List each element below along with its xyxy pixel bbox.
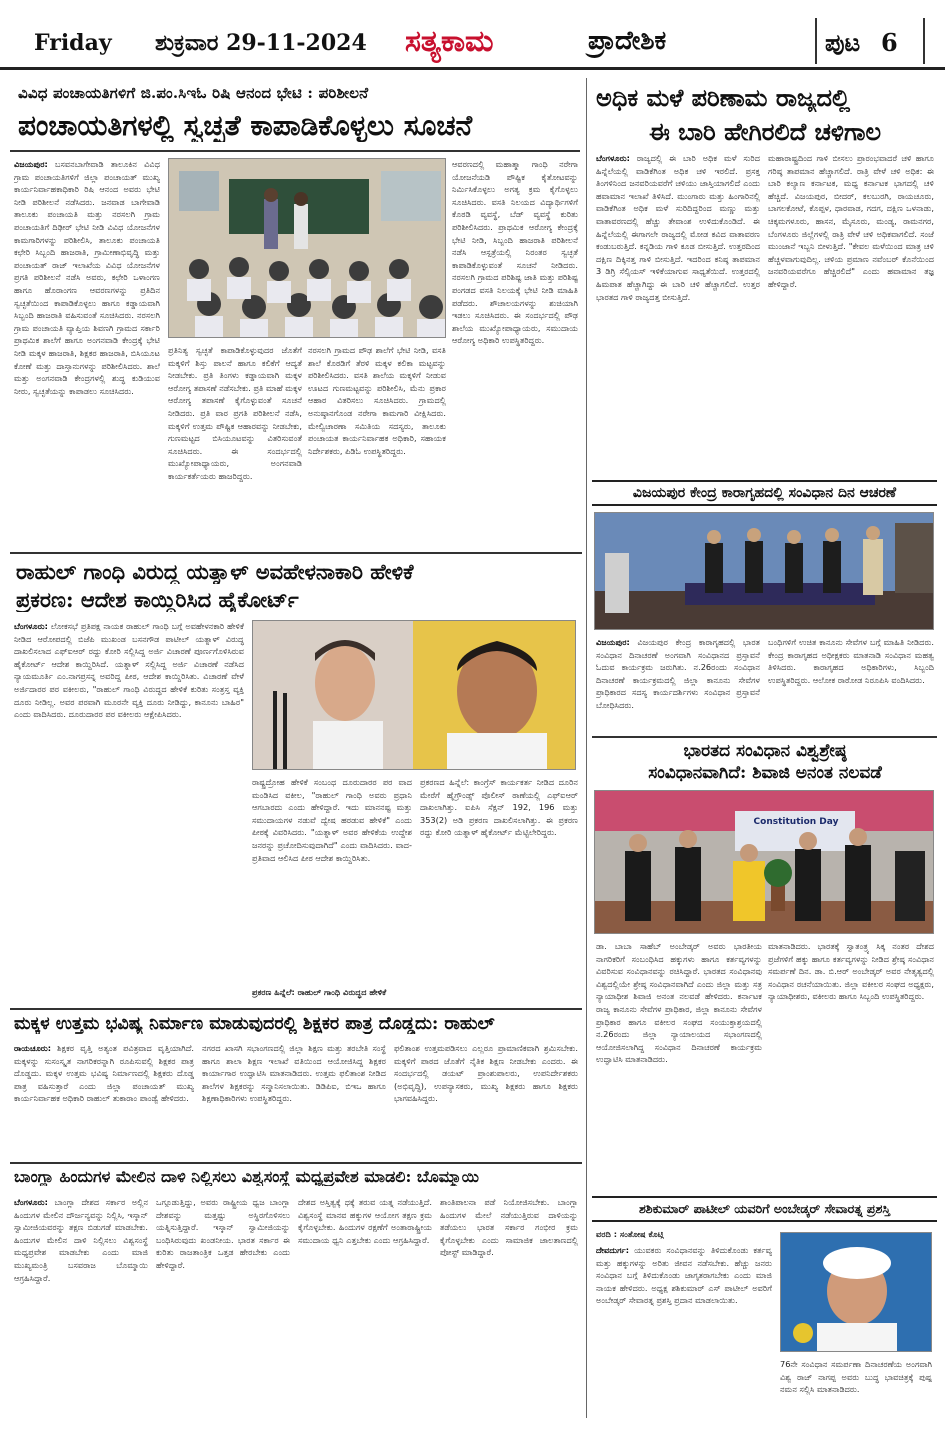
story-column: ನರಸಲಗಿ ಗ್ರಾಮದ ಪೌಢ ಶಾಲೆಗೆ ಭೇಟಿ ನೀಡಿ, ವಸತಿ ಶಾಲೆ ಕೊಠಡಿಗೆ ತೆರಳಿ ಮಕ್ಕಳ ಕಲಿಕಾ ಮಟ್ಟವನ್ನು ಪರಿಶೀಲಿಸಿದರು. ವಸತಿ ಶಾಲೆಯ ಮಕ್ಕಳಿಗೆ ನೀಡುವ ಊಟದ ಗುಣಮಟ್ಟವನ್ನು ಪರಿಶೀಲಿಸಿ, ಮೆನು ಪ್ರಕಾರ ಆಹಾರ ವಿತರಿಸಲು ಸೂಚಿಸಿದರು. ಗ್ರಾಮದಲ್ಲಿ ಅನುಷ್ಠಾನಗೊಂಡ ನರೇಗಾ ಕಾಮಗಾರಿ ವೀಕ್ಷಿಸಿದರು. ಮೇಲ್ವಿಚಾರಣಾ ಸಮಿತಿಯ ಸದಸ್ಯರು, ತಾಲೂಕು ಪಂಚಾಯತ ಕಾರ್ಯನಿರ್ವಾಹಕ ಅಧಿಕಾರಿ, ಸಹಾಯಕ ನಿರ್ದೇಶಕರು, ಪಿಡಿಓ ಉಪಸ್ಥಿತರಿದ್ದರು. bbox=[308, 345, 446, 456]
story-column: ರಾಷ್ಟ್ರದ್ರೋಹ ಹೇಳಿಕೆ ಸಂಬಂಧ ದೂರುದಾರರ ಪರ ವಾದ ಮಂಡಿಸಿದ ವಕೀಲ, "ರಾಹುಲ್ ಗಾಂಧಿ ಅವರು ಪ್ರಧಾನಿ ಆಗಬಾರದು ಎಂದು ಹೇಳಿದ್ದಾರೆ. ಇದು ಮಾನನಷ್ಟ ಮತ್ತು ಸಮುದಾಯಗಳ ನಡುವೆ ದ್ವೇಷ ಹರಡುವ ಹೇಳಿಕೆ" ಎಂದು ಪೀಠಕ್ಕೆ ವಿವರಿಸಿದರು. "ಯತ್ನಾಳ್ ಅವರ ಹೇಳಿಕೆಯ ಉದ್ದೇಶ ಜನರನ್ನು ಪ್ರಚೋದಿಸುವುದಾಗಿದೆ" ಎಂದು ವಾದಿಸಿದರು. ವಾದ-ಪ್ರತಿವಾದ ಆಲಿಸಿದ ಪೀಠ ಆದೇಶ ಕಾಯ್ದಿರಿಸಿತು. bbox=[252, 777, 412, 863]
story-headline: ಮಕ್ಕಳ ಉತ್ತಮ ಭವಿಷ್ಯ ನಿರ್ಮಾಣ ಮಾಡುವುದರಲ್ಲಿ ಶಿಕ್ಷಕರ ಪಾತ್ರ ದೊಡ್ಡದು: ರಾಹುಲ್ bbox=[14, 1014, 495, 1034]
story-column: ವಿಜಯಪುರ: ಬಸವನಬಾಗೇವಾಡಿ ತಾಲೂಕಿನ ವಿವಿಧ ಗ್ರಾಮ ಪಂಚಾಯತಿಗಳಿಗೆ ಜಿಲ್ಲಾ ಪಂಚಾಯತ್ ಮುಖ್ಯ ಕಾರ್ಯನಿರ್ವಾಹಕಾಧಿಕಾರಿ ರಿಷಿ ಆನಂದ ಅವರು ಭೇಟಿ ನೀಡಿ ಪರಿಶೀಲನೆ ನಡೆಸಿದರು. ಜನವಾಡ ಬಾಗೇವಾಡಿ ತಾಲೂಕು ಪಂಚಾಯತಿ ಮತ್ತು ನರಸಲಗಿ ಗ್ರಾಮ ಪಂಚಾಯತಿಗೆ ದಿಢೀರ್ ಭೇಟಿ ನೀಡಿ ವಿವಿಧ ಯೋಜನೆಗಳ ಕಾಮಗಾರಿಗಳನ್ನು ಪರಿಶೀಲಿಸಿ, ತಾಲೂಕು ಪಂಚಾಯತಿ ಕಛೇರಿ ಸಿಬ್ಬಂದಿ ಹಾಜರಾತಿ, ಗ್ರಾಮೀಣಾಭಿವೃದ್ಧಿ ಮತ್ತು ಪಂಚಾಯತ್ ರಾಜ್ ಇಲಾಖೆಯ ವಿವಿಧ ಯೋಜನೆಗಳ ಪ್ರಗತಿ ಪರಿಶೀಲನೆ ನಡೆಸಿ ಅವರು, ಕಛೇರಿ ಒಳಾಂಗಣ ಹಾಗೂ ಹೊರಾಂಗಣ ಆವರಣಗಳನ್ನು ಪ್ರತಿದಿನ ಸ್ವಚ್ಛತೆಯಿಂದ ಕಾಪಾಡಿಕೊಳ್ಳಲು ಹಾಗೂ ಕಡ್ಡಾಯವಾಗಿ ಸಿಬ್ಬಂದಿ ಹಾಜರಾತಿ ವಹಿಸುವಂತೆ ಸೂಚಿಸಿದರು. ನರಸಲಗಿ ಗ್ರಾಮ ಪಂಚಾಯತಿ ವ್ಯಾಪ್ತಿಯ ಶಿವಣಗಿ ಗ್ರಾಮದ ಸರ್ಕಾರಿ ಪ್ರಾಥಮಿಕ ಶಾಲೆಗೆ ಹಾಗೂ ಅಂಗನವಾಡಿ ಕೇಂದ್ರಕ್ಕೆ ಭೇಟಿ ನೀಡಿ ಮಕ್ಕಳ ಹಾಜರಾತಿ, ಶಿಕ್ಷಕರ ಹಾಜರಾತಿ, ಬಿಸಿಯೂಟ ಕೋಣೆ ಮತ್ತು ದಾಸ್ತಾನುಗಳನ್ನು ಪರಿಶೀಲಿಸಿದರು. ಶಾಲೆ ಮತ್ತು ಅಂಗನವಾಡಿ ಕೇಂದ್ರಗಳಲ್ಲಿ ಶುದ್ಧ ಕುಡಿಯುವ ನೀರು, ಸ್ವಚ್ಛತೆಯನ್ನು ಕಾಪಾಡಲು ಸೂಚಿಸಿದರು. bbox=[14, 159, 160, 396]
story-column: ಮಹಾರಾಷ್ಟ್ರದಿಂದ ಗಾಳಿ ಬೀಸಲು ಪ್ರಾರಂಭವಾದರೆ ಚಳಿ ಹಾಗೂ ಗರಿಷ್ಠ ತಾಪಮಾನ ಹೆಚ್ಚಾಗಲಿದೆ. ರಾತ್ರಿ ವೇಳೆ ಚಳಿ ಅಧಿಕ: ಈ ಬಾರಿ ಕಲ್ಯಾಣ ಕರ್ನಾಟಕ, ಮಧ್ಯ ಕರ್ನಾಟಕ ಭಾಗದಲ್ಲಿ ಚಳಿ ಹೆಚ್ಚಿದೆ. ವಿಜಯಪುರ, ಬೀದರ್, ಕಲಬುರಗಿ, ರಾಯಚೂರು, ಬಾಗಲಕೋಟೆ, ಕೊಪ್ಪಳ, ಧಾರವಾಡ, ಗದಗ, ದಕ್ಷಿಣ ಒಳನಾಡು, ಚಿಕ್ಕಮಗಳೂರು, ಹಾಸನ, ಮೈಸೂರು, ಮಂಡ್ಯ, ರಾಮನಗರ, ಬೆಂಗಳೂರು ಜಿಲ್ಲೆಗಳಲ್ಲಿ ರಾತ್ರಿ ವೇಳೆ ಚಳಿ ಅಧಿಕವಾಗಲಿದೆ. ಸಂಜೆ ಮುಂಜಾನೆ ಇಬ್ಬನಿ ಬೀಳುತ್ತಿದೆ. "ಕೇವಲ ಮಳೆಯಿಂದ ಮಾತ್ರ ಚಳಿ ಹೆಚ್ಚಳವಾಗುವುದಿಲ್ಲ. ಚಳಿಯ ಪ್ರಮಾಣ ನವೆಂಬರ್ ಕೊನೆಯಿಂದ ಜನವರಿಯವರೆಗೂ ಹೆಚ್ಚಿರಲಿದೆ" ಎಂದು ಹವಾಮಾನ ತಜ್ಞ ಹೇಳಿದ್ದಾರೆ. bbox=[768, 153, 934, 289]
story-column: 76ನೇ ಸಂವಿಧಾನ ಸಮರ್ಪಣಾ ದಿನಾಚರಣೆಯ ಅಂಗವಾಗಿ ವಿಶ್ವ ರಾಜ್ ನಾಗಪ್ಪ ಅವರು ಬುದ್ಧ ಭಾವಚಿತ್ರಕ್ಕೆ ಪುಷ್ಪ ನಮನ ಸಲ್ಲಿಸಿ ಮಾತನಾಡಿದರು. bbox=[780, 1359, 932, 1395]
story-column: ಮಾತನಾಡಿದರು. ಭಾರತಕ್ಕೆ ಸ್ವಾತಂತ್ರ್ಯ ಸಿಕ್ಕ ನಂತರ ದೇಶದ ಪ್ರಜೆಗಳಿಗೆ ಹಕ್ಕು ಹಾಗೂ ಕರ್ತವ್ಯಗಳನ್ನು ನೀಡಿದ ಶ್ರೇಷ್ಠ ಸಂವಿಧಾನ ಸಮರ್ಪಣೆ ದಿನ. ಡಾ. ಬಿ.ಆರ್ ಅಂಬೇಡ್ಕರ್ ಅವರ ನೇತೃತ್ವದಲ್ಲಿ ಸಂವಿಧಾನ ರಚನೆಯಾಯಿತು. ಜಿಲ್ಲಾ ವಕೀಲರ ಸಂಘದ ಅಧ್ಯಕ್ಷರು, ನ್ಯಾಯಾಧೀಶರು, ವಕೀಲರು ಹಾಗೂ ಸಿಬ್ಬಂದಿ ಉಪಸ್ಥಿತರಿದ್ದರು. bbox=[768, 941, 934, 1002]
dateline: ವಿಜಯಪುರ: bbox=[14, 159, 48, 169]
dateline: ದೇವದುರ್ಗ: bbox=[596, 1245, 630, 1255]
story-headline: ಸಂವಿಧಾನವಾಗಿದೆ: ಶಿವಾಜಿ ಅನಂತ ನಲವಡೆ bbox=[648, 764, 882, 783]
story-column: ಬಂಧಿಗಳಿಗೆ ಉಚಿತ ಕಾನೂನು ಸೇವೆಗಳ ಬಗ್ಗೆ ಮಾಹಿತಿ ನೀಡಿದರು. ಕೇಂದ್ರ ಕಾರಾಗೃಹದ ಅಧೀಕ್ಷಕರು ಮಾತನಾಡಿ ಸಂವಿಧಾನ ಮಹತ್ವ ತಿಳಿಸಿದರು. ಕಾರಾಗೃಹದ ಅಧಿಕಾರಿಗಳು, ಸಿಬ್ಬಂದಿ ಉಪಸ್ಥಿತರಿದ್ದರು. ಆಲೋಕ ರಾಠೋಡ ನಿರೂಪಿಸಿ ವಂದಿಸಿದರು. bbox=[768, 637, 934, 685]
photo-caption: ಪ್ರಕರಣ ಹಿನ್ನೆಲೆ: ರಾಹುಲ್ ಗಾಂಧಿ ವಿರುದ್ಧದ ಹೇಳಿಕೆ bbox=[252, 987, 387, 997]
story-kicker: ವಿವಿಧ ಪಂಚಾಯತಿಗಳಿಗೆ ಜಿ.ಪಂ.ಸಿಇಓ ರಿಷಿ ಆನಂದ ಭೇಟಿ : ಪರಿಶೀಲನೆ bbox=[18, 84, 369, 102]
day-label: Friday bbox=[34, 30, 112, 56]
story-column: ಒಗ್ಗೂಡುತ್ತಿದ್ದು, ಅವರು ರಾಷ್ಟ್ರೀಯ ಧ್ವಜ ಬಾಂಗ್ಲಾ ದೇಶವನ್ನು ಮತ್ತಷ್ಟು ಅಸ್ಥಿರಗೊಳಿಸಲು ಯತ್ನಿಸುತ್ತಿದ್ದಾರೆ. ಇಸ್ಕಾನ್ ಸ್ವಾಮೀಜಿಯನ್ನು ಬಂಧಿಸಿರುವುದು ಖಂಡನೀಯ. ಭಾರತ ಸರ್ಕಾರ ಈ ಕುರಿತು ರಾಜತಾಂತ್ರಿಕ ಒತ್ತಡ ಹೇರಬೇಕು ಎಂದು ಹೇಳಿದ್ದಾರೆ. bbox=[156, 1197, 290, 1270]
story-headline: ಪ್ರಕರಣ: ಆದೇಶ ಕಾಯ್ದಿರಿಸಿದ ಹೈಕೋರ್ಟ್ bbox=[16, 588, 299, 612]
story-column: ಪ್ರಕರಣದ ಹಿನ್ನೆಲೆ: ಕಾಂಗ್ರೆಸ್ ಕಾರ್ಯಕರ್ತ ನೀಡಿದ ದೂರಿನ ಮೇರೆಗೆ ಹೈಗ್ರೌಂಡ್ಸ್ ಪೊಲೀಸ್ ಠಾಣೆಯಲ್ಲಿ ಎಫ್‌ಐಆರ್ ದಾಖಲಾಗಿತ್ತು. ಐಪಿಸಿ ಸೆಕ್ಷನ್ 192, 196 ಮತ್ತು 353(2) ಅಡಿ ಪ್ರಕರಣ ದಾಖಲಿಸಲಾಗಿತ್ತು. ಈ ಪ್ರಕರಣ ರದ್ದು ಕೋರಿ ಯತ್ನಾಳ್ ಹೈಕೋರ್ಟ್ ಮೆಟ್ಟಿಲೇರಿದ್ದರು. bbox=[420, 777, 578, 838]
story-award bbox=[592, 1226, 937, 1426]
story-yatnal bbox=[10, 556, 582, 1004]
byline: ವರದಿ : ಸಂತೋಷ ಕೊಟ್ಗಿ bbox=[596, 1229, 664, 1239]
story-column: ಶಾಂತಿಪಾಲನಾ ಪಡೆ ನಿಯೋಜಿಸಬೇಕು. ಬಾಂಗ್ಲಾ ಹಿಂದುಗಳ ಮೇಲೆ ನಡೆಯುತ್ತಿರುವ ದಾಳಿಯನ್ನು ತಡೆಯಲು ಭಾರತ ಸರ್ಕಾರ ಗಂಭೀರ ಕ್ರಮ ಕೈಗೊಳ್ಳಬೇಕು ಎಂದು ಸಾಮಾಜಿಕ ಜಾಲತಾಣದಲ್ಲಿ ಪೋಸ್ಟ್ ಮಾಡಿದ್ದಾರೆ. bbox=[440, 1197, 578, 1258]
constitution-day-photo bbox=[594, 790, 934, 934]
story-column: ಡಾ. ಬಾಬಾ ಸಾಹೆಬ್ ಅಂಬೇಡ್ಕರ್ ಅವರು ಭಾರತೀಯ ನಾಗರಿಕರಿಗೆ ಸಂಬಂಧಿಸಿದ ಹಕ್ಕುಗಳು ಹಾಗೂ ಕರ್ತವ್ಯಗಳನ್ನು ವಿವರಿಸುವ ಸಂವಿಧಾನವನ್ನು ರಚಿಸಿದ್ದಾರೆ. ಭಾರತದ ಸಂವಿಧಾನವು ವಿಶ್ವದಲ್ಲಿಯೇ ಶ್ರೇಷ್ಠ ಸಂವಿಧಾನವಾಗಿದೆ ಎಂದು ಜಿಲ್ಲಾ ಮತ್ತು ಸತ್ರ ನ್ಯಾಯಾಧೀಶ ಶಿವಾಜಿ ಅನಂತ ನಲವಡೆ ಹೇಳಿದರು. ಕರ್ನಾಟಕ ರಾಜ್ಯ ಕಾನೂನು ಸೇವೆಗಳ ಪ್ರಾಧಿಕಾರ, ಜಿಲ್ಲಾ ಕಾನೂನು ಸೇವೆಗಳ ಪ್ರಾಧಿಕಾರ ಹಾಗೂ ವಕೀಲರ ಸಂಘದ ಸಂಯುಕ್ತಾಶ್ರಯದಲ್ಲಿ ನ.26ರಂದು ಜಿಲ್ಲಾ ನ್ಯಾಯಾಲಯದ ಸಭಾಂಗಣದಲ್ಲಿ ಆಯೋಜಿಸಲಾಗಿದ್ದ ಸಂವಿಧಾನ ದಿನಾಚರಣೆ ಕಾರ್ಯಕ್ರಮ ಉದ್ಘಾಟಿಸಿ ಮಾತನಾಡಿದರು. bbox=[596, 941, 762, 1065]
story-column: ರಾಯಚೂರು: ಶಿಕ್ಷಕರ ವೃತ್ತಿ ಅತ್ಯಂತ ಪವಿತ್ರವಾದ ವೃತ್ತಿಯಾಗಿದೆ. ಮಕ್ಕಳನ್ನು ಸುಸಂಸ್ಕೃತ ನಾಗರಿಕರನ್ನಾಗಿ ರೂಪಿಸುವಲ್ಲಿ ಶಿಕ್ಷಕರ ಪಾತ್ರ ದೊಡ್ಡದು. ಮಕ್ಕಳ ಉತ್ತಮ ಭವಿಷ್ಯ ನಿರ್ಮಾಣದಲ್ಲಿ ಶಿಕ್ಷಕರು ದೊಡ್ಡ ಪಾತ್ರ ವಹಿಸುತ್ತಾರೆ ಎಂದು ಜಿಲ್ಲಾ ಪಂಚಾಯತ್ ಮುಖ್ಯ ಕಾರ್ಯನಿರ್ವಾಹಕ ಅಧಿಕಾರಿ ರಾಹುಲ್ ತುಕಾರಾಂ ಪಾಂಡ್ವೆ ಹೇಳಿದರು. bbox=[14, 1043, 194, 1104]
story-column: ದೇಶದ ಅಸ್ತಿತ್ವಕ್ಕೆ ಧಕ್ಕೆ ತರುವ ಯತ್ನ ನಡೆಯುತ್ತಿದೆ. ವಿಶ್ವಸಂಸ್ಥೆ ಮಾನವ ಹಕ್ಕುಗಳ ಆಯೋಗ ತಕ್ಷಣ ಕ್ರಮ ಕೈಗೊಳ್ಳಬೇಕು. ಹಿಂದುಗಳ ರಕ್ಷಣೆಗೆ ಅಂತಾರಾಷ್ಟ್ರೀಯ ಸಮುದಾಯ ಧ್ವನಿ ಎತ್ತಬೇಕು ಎಂದು ಆಗ್ರಹಿಸಿದ್ದಾರೆ. bbox=[298, 1197, 432, 1245]
story-headline: ರಾಹುಲ್ ಗಾಂಧಿ ವಿರುದ್ಧ ಯತ್ನಾಳ್ ಅವಹೇಳನಾಕಾರಿ ಹೇಳಿಕೆ bbox=[16, 560, 414, 584]
story-column: ನಗರದ ಖಾಸಗಿ ಸಭಾಂಗಣದಲ್ಲಿ ಜಿಲ್ಲಾ ಶಿಕ್ಷಣ ಮತ್ತು ತರಬೇತಿ ಸಂಸ್ಥೆ ಹಾಗೂ ಶಾಲಾ ಶಿಕ್ಷಣ ಇಲಾಖೆ ವತಿಯಿಂದ ಆಯೋಜಿಸಿದ್ದ ಶಿಕ್ಷಕರ ಕಾರ್ಯಾಗಾರ ಉದ್ಘಾಟಿಸಿ ಮಾತನಾಡಿದರು. ಉತ್ತಮ ಫಲಿತಾಂಶ ನೀಡಿದ ಶಾಲೆಗಳ ಶಿಕ್ಷಕರನ್ನು ಸನ್ಮಾನಿಸಲಾಯಿತು. ಡಿಡಿಪಿಐ, ಬಿಇಒ ಹಾಗೂ ಶಿಕ್ಷಣಾಧಿಕಾರಿಗಳು ಉಪಸ್ಥಿತರಿದ್ದರು. bbox=[202, 1043, 386, 1104]
story-column: ಆವರಣದಲ್ಲಿ ಮಹಾತ್ಮಾ ಗಾಂಧಿ ನರೇಗಾ ಯೋಜನೆಯಡಿ ಪೌಷ್ಟಿಕ ಕೈತೋಟವನ್ನು ನಿರ್ಮಿಸಿಕೊಳ್ಳಲು ಅಗತ್ಯ ಕ್ರಮ ಕೈಗೊಳ್ಳಲು ಸೂಚಿಸಿದರು. ವಸತಿ ನಿಲಯದ ವಿದ್ಯಾರ್ಥಿಗಳಿಗೆ ಕೊಠಡಿ ವ್ಯವಸ್ಥೆ, ಬೆಡ್ ವ್ಯವಸ್ಥೆ ಕುರಿತು ಪರಿಶೀಲಿಸಿದರು. ಪ್ರಾಥಮಿಕ ಆರೋಗ್ಯ ಕೇಂದ್ರಕ್ಕೆ ಭೇಟಿ ನೀಡಿ, ಸಿಬ್ಬಂದಿ ಹಾಜರಾತಿ ಪರಿಶೀಲನೆ ನಡೆಸಿ ಆಸ್ಪತ್ರೆಯಲ್ಲಿ ನಿರಂತರ ಸ್ವಚ್ಛತೆ ಕಾಪಾಡಿಕೊಳ್ಳುವಂತೆ ಸೂಚನೆ ನೀಡಿದರು. ನರಸಲಗಿ ಗ್ರಾಮದ ಪರಿಶಿಷ್ಟ ಜಾತಿ ಮತ್ತು ಪರಿಶಿಷ್ಟ ಪಂಗಡದ ವಸತಿ ನಿಲಯಕ್ಕೆ ಭೇಟಿ ನೀಡಿ ಮಾಹಿತಿ ಪಡೆದರು. ಶೌಚಾಲಯಗಳನ್ನು ಶುಚಿಯಾಗಿ ಇಡಲು ಸೂಚಿಸಿದರು. ಈ ಸಂದರ್ಭದಲ್ಲಿ ಪೌಢ ಶಾಲೆಯ ಮುಖ್ಯೋಪಾಧ್ಯಾಯರು, ಸಮುದಾಯ ಆರೋಗ್ಯ ಅಧಿಕಾರಿ ಉಪಸ್ಥಿತರಿದ್ದರು. bbox=[452, 159, 578, 346]
rahul-yatnal-photo bbox=[252, 620, 576, 770]
story-column: ಬೆಂಗಳೂರು: ರಾಜ್ಯದಲ್ಲಿ ಈ ಬಾರಿ ಅಧಿಕ ಮಳೆ ಸುರಿದ ಹಿನ್ನೆಲೆಯಲ್ಲಿ ವಾಡಿಕೆಗಿಂತ ಅಧಿಕ ಚಳಿ ಇರಲಿದೆ. ಪ್ರಸಕ್ತ ತಿಂಗಳಿನಿಂದ ಜನವರಿಯವರೆಗೆ ಚಳಿಯು ಜಾಸ್ತಿಯಾಗಲಿದೆ ಎಂದು ಹವಾಮಾನ ಇಲಾಖೆ ತಿಳಿಸಿದೆ. ಮುಂಗಾರು ಮತ್ತು ಹಿಂಗಾರಿನಲ್ಲಿ ವಾಡಿಕೆಗಿಂತ ಅಧಿಕ ಮಳೆ ಸುರಿದಿದ್ದರಿಂದ ಮಣ್ಣು ಮತ್ತು ವಾತಾವರಣದಲ್ಲಿ ಹೆಚ್ಚು ತೇವಾಂಶ ಉಳಿದುಕೊಂಡಿದೆ. ಈ ಹಿನ್ನೆಲೆಯಲ್ಲಿ ಈಗಾಗಲೇ ರಾಜ್ಯದಲ್ಲಿ ಮೋಡ ಕವಿದ ವಾತಾವರಣ ಕಂಡುಬರುತ್ತಿದೆ. ಕನ್ನಡಿಯ ಗಾಳಿ ಕೂಡ ಬೀಸುತ್ತಿದೆ. ಉತ್ತರದಿಂದ ದಕ್ಷಿಣ ದಿಕ್ಕಿನತ್ತ ಗಾಳಿ ಬೀಸುತ್ತಿದೆ. ಇದರಿಂದ ಕನಿಷ್ಠ ತಾಪಮಾನ 3 ಡಿಗ್ರಿ ಸೆಲ್ಸಿಯಸ್ ಇಳಿಕೆಯಾಗುವ ಸಾಧ್ಯತೆಯಿದೆ. ಉತ್ತರದಲ್ಲಿ ಹಿಮಪಾತ ಹೆಚ್ಚಾಗಿದ್ದು ಈ ಬಾರಿ ಚಳಿ ಹೆಚ್ಚಾಗಲಿದೆ. ಉತ್ತರ ಭಾರತದ ಗಾಳಿ ರಾಜ್ಯದತ್ತ ಬೀಸುತ್ತಿದೆ. bbox=[596, 153, 760, 302]
story-headline: ಪಂಚಾಯತಿಗಳಲ್ಲಿ ಸ್ವಚ್ಛತೆ ಕಾಪಾಡಿಕೊಳ್ಳಲು ಸೂಚನೆ bbox=[18, 110, 473, 142]
dateline: ವಿಜಯಪುರ: bbox=[596, 637, 630, 647]
story-banner: ಶಶಿಕುಮಾರ್ ಪಾಟೀಲ್ ಯವರಿಗೆ ಅಂಬೇಡ್ಕರ್ ಸೇವಾರತ್ನ ಪ್ರಶಸ್ತಿ bbox=[592, 1196, 937, 1222]
award-recipient-photo bbox=[780, 1232, 932, 1352]
dateline: ರಾಯಚೂರು: bbox=[14, 1043, 52, 1053]
story-column: ಬೆಂಗಳೂರು: ಬಾಂಗ್ಲಾ ದೇಶದ ಸರ್ಕಾರ ಅಲ್ಲಿನ ಹಿಂದುಗಳ ಮೇಲಿನ ದೌರ್ಜನ್ಯವನ್ನು ನಿಲ್ಲಿಸಿ, ಇಸ್ಕಾನ್ ಸ್ವಾಮೀಜಿಯವರನ್ನು ತಕ್ಷಣ ಬಿಡುಗಡೆ ಮಾಡಬೇಕು. ಹಿಂದುಗಳ ಮೇಲಿನ ದಾಳಿ ನಿಲ್ಲಿಸಲು ವಿಶ್ವಸಂಸ್ಥೆ ಮಧ್ಯಪ್ರವೇಶ ಮಾಡಬೇಕು ಎಂದು ಮಾಜಿ ಮುಖ್ಯಮಂತ್ರಿ ಬಸವರಾಜ ಬೊಮ್ಮಾಯಿ ಆಗ್ರಹಿಸಿದ್ದಾರೆ. bbox=[14, 1197, 148, 1283]
story-column: ಬೆಂಗಳೂರು: ಲೋಕಸಭೆ ಪ್ರತಿಪಕ್ಷ ನಾಯಕ ರಾಹುಲ್ ಗಾಂಧಿ ಬಗ್ಗೆ ಅವಹೇಳನಕಾರಿ ಹೇಳಿಕೆ ನೀಡಿದ ಆರೋಪದಲ್ಲಿ ಬಿಜೆಪಿ ಮುಖಂಡ ಬಸನಗೌಡ ಪಾಟೀಲ್ ಯತ್ನಾಳ್ ವಿರುದ್ಧ ದಾಖಲಿಸಲಾದ ಎಫ್‌ಐಆರ್ ರದ್ದು ಕೋರಿ ಸಲ್ಲಿಸಿದ್ದ ಅರ್ಜಿ ವಿಚಾರಣೆ ಪೂರ್ಣಗೊಳಿಸಿರುವ ಹೈಕೋರ್ಟ್ ಆದೇಶ ಕಾಯ್ದಿರಿಸಿದೆ. ಯತ್ನಾಳ್ ಸಲ್ಲಿಸಿದ್ದ ಅರ್ಜಿ ವಿಚಾರಣೆ ನಡೆಸಿದ ನ್ಯಾಯಮೂರ್ತಿ ಎಂ.ನಾಗಪ್ರಸನ್ನ ಅವರಿದ್ದ ಪೀಠ, ಆದೇಶ ಕಾಯ್ದಿರಿಸಿತು. ವಿಚಾರಣೆ ವೇಳೆ ಅರ್ಜಿದಾರರ ಪರ ವಕೀಲರು, "ರಾಹುಲ್ ಗಾಂಧಿ ವಿರುದ್ಧದ ಹೇಳಿಕೆ ಕುರಿತು ಸಂತ್ರಸ್ತ ವ್ಯಕ್ತಿ ದೂರು ನೀಡಿಲ್ಲ. ಅವರ ಪರವಾಗಿ ಮೂರನೇ ವ್ಯಕ್ತಿ ದೂರು ನೀಡಿದ್ದು, ಕಾನೂನು ಬಾಹಿರ" ಎಂದು ವಾದಿಸಿದರು. ದೂರುದಾರರ ಪರ ವಕೀಲರು ಆಕ್ಷೇಪಿಸಿದರು. bbox=[14, 621, 244, 720]
classroom-photo bbox=[168, 158, 446, 338]
masthead bbox=[0, 0, 945, 70]
dateline: ಬೆಂಗಳೂರು: bbox=[14, 1197, 48, 1207]
page-label: ಪುಟ bbox=[825, 28, 861, 57]
event-banner-text: Constitution Day bbox=[753, 817, 839, 827]
story-bangla bbox=[10, 1166, 582, 1428]
story-winter bbox=[592, 78, 937, 476]
prison-event-photo bbox=[594, 512, 934, 630]
story-headline: ಬಾಂಗ್ಲಾ ಹಿಂದುಗಳ ಮೇಲಿನ ದಾಳಿ ನಿಲ್ಲಿಸಲು ವಿಶ್ವಸಂಸ್ಥೆ ಮಧ್ಯಪ್ರವೇಶ ಮಾಡಲಿ: ಬೊಮ್ಮಾಯಿ bbox=[14, 1168, 479, 1186]
story-column: ವಿಜಯಪುರ: ವಿಜಯಪುರ ಕೇಂದ್ರ ಕಾರಾಗೃಹದಲ್ಲಿ ಭಾರತ ಸಂವಿಧಾನ ದಿನಾಚರಣೆ ಅಂಗವಾಗಿ ಸಂವಿಧಾನದ ಪ್ರಸ್ತಾವನೆ ಓದುವ ಕಾರ್ಯಕ್ರಮ ಜರುಗಿತು. ನ.26ರಂದು ಸಂವಿಧಾನ ದಿನಾಚರಣೆ ಕಾರ್ಯಕ್ರಮದಲ್ಲಿ ಜಿಲ್ಲಾ ಕಾನೂನು ಸೇವೆಗಳ ಪ್ರಾಧಿಕಾರದ ಸದಸ್ಯ ಕಾರ್ಯದರ್ಶಿಗಳು ಸಂವಿಧಾನ ಪ್ರಸ್ತಾವನೆ ಬೋಧಿಸಿದರು. bbox=[596, 637, 760, 710]
story-headline: ಭಾರತದ ಸಂವಿಧಾನ ವಿಶ್ವಶ್ರೇಷ್ಠ bbox=[683, 742, 847, 761]
story-headline: ಈ ಬಾರಿ ಹೇಗಿರಲಿದೆ ಚಳಿಗಾಲ bbox=[649, 118, 881, 146]
section-title: ಪ್ರಾದೇಶಿಕ bbox=[588, 26, 667, 56]
page-number-box bbox=[815, 18, 925, 64]
story-column: ದೇವದುರ್ಗ: ಯುವಕರು ಸಂವಿಧಾನವನ್ನು ತಿಳಿದುಕೊಂಡು ಕರ್ತವ್ಯ ಮತ್ತು ಹಕ್ಕುಗಳನ್ನು ಅರಿತು ಜೀವನ ನಡೆಸಬೇಕು. ಹೆಚ್ಚು ಜನರು ಸಂವಿಧಾನ ಬಗ್ಗೆ ತಿಳಿದುಕೊಂಡು ಜಾಗೃತರಾಗಬೇಕು ಎಂದು ಮಾಜಿ ನಾಯಕ ಹೇಳಿದರು. ಅಧ್ಯಕ್ಷ ಶಶಿಕುಮಾರ್ ಎಸ್ ಪಾಟೀಲ್ ಅವರಿಗೆ ಅಂಬೇಡ್ಕರ್ ಸೇವಾರತ್ನ ಪ್ರಶಸ್ತಿ ಪ್ರದಾನ ಮಾಡಲಾಯಿತು. bbox=[596, 1245, 772, 1306]
story-banner: ವಿಜಯಪುರ ಕೇಂದ್ರ ಕಾರಾಗೃಹದಲ್ಲಿ ಸಂವಿಧಾನ ದಿನ ಆಚರಣೆ bbox=[592, 480, 937, 506]
story-teachers bbox=[10, 1012, 582, 1160]
dateline: ಬೆಂಗಳೂರು: bbox=[596, 153, 630, 163]
story-headline: ಅಧಿಕ ಮಳೆ ಪರಿಣಾಮ ರಾಜ್ಯದಲ್ಲಿ bbox=[596, 84, 851, 112]
story-column: ಫಲಿತಾಂಶ ಉತ್ತಮಪಡಿಸಲು ಎಲ್ಲರೂ ಪ್ರಾಮಾಣಿಕವಾಗಿ ಶ್ರಮಿಸಬೇಕು. ಮಕ್ಕಳಿಗೆ ಪಾಠದ ಜೊತೆಗೆ ನೈತಿಕ ಶಿಕ್ಷಣ ನೀಡಬೇಕು ಎಂದರು. ಈ ಸಂದರ್ಭದಲ್ಲಿ ಡಯಟ್ ಪ್ರಾಂಶುಪಾಲರು, ಉಪನಿರ್ದೇಶಕರು (ಅಭಿವೃದ್ಧಿ), ಉಪನ್ಯಾಸಕರು, ಮುಖ್ಯ ಶಿಕ್ಷಕರು ಹಾಗೂ ಶಿಕ್ಷಕರು ಭಾಗವಹಿಸಿದ್ದರು. bbox=[394, 1043, 578, 1104]
date-label: ಶುಕ್ರವಾರ 29-11-2024 bbox=[155, 30, 367, 56]
newspaper-logo: ಸತ್ಯಕಾಮ bbox=[405, 24, 494, 59]
story-column: ಪ್ರತಿನಿತ್ಯ ಸ್ವಚ್ಛತೆ ಕಾಪಾಡಿಕೊಳ್ಳುವುದರ ಜೊತೆಗೆ ಮಕ್ಕಳಿಗೆ ಶಿಸ್ತು ಪಾಲನೆ ಹಾಗೂ ಕಲಿಕೆಗೆ ಆದ್ಯತೆ ನೀಡಬೇಕು. ಪ್ರತಿ ತಿಂಗಳು ಕಡ್ಡಾಯವಾಗಿ ಮಕ್ಕಳ ಆರೋಗ್ಯ ತಪಾಸಣೆ ನಡೆಸಬೇಕು. ಪ್ರತಿ ಮಾಹೆ ಮಕ್ಕಳ ಆರೋಗ್ಯ ತಪಾಸಣೆ ಕೈಗೊಳ್ಳುವಂತೆ ಸೂಚನೆ ನೀಡಿದರು. ಪ್ರತಿ ವಾರ ಪ್ರಗತಿ ಪರಿಶೀಲನೆ ನಡೆಸಿ, ಮಕ್ಕಳಿಗೆ ಉತ್ತಮ ಪೌಷ್ಟಿಕ ಆಹಾರವನ್ನು ನೀಡಬೇಕು, ಗುಣಮಟ್ಟದ ಬಿಸಿಯೂಟವನ್ನು ವಿತರಿಸುವಂತೆ ಸೂಚಿಸಿದರು. ಈ ಸಂದರ್ಭದಲ್ಲಿ ಮುಖ್ಯೋಪಾಧ್ಯಾಯರು, ಅಂಗನವಾಡಿ ಕಾರ್ಯಕರ್ತೆಯರು ಹಾಜರಿದ್ದರು. bbox=[168, 345, 302, 481]
dateline: ಬೆಂಗಳೂರು: bbox=[14, 621, 48, 631]
story-constitution bbox=[592, 740, 937, 1070]
page-number: 6 bbox=[881, 28, 898, 57]
story-panchayat bbox=[10, 78, 580, 548]
